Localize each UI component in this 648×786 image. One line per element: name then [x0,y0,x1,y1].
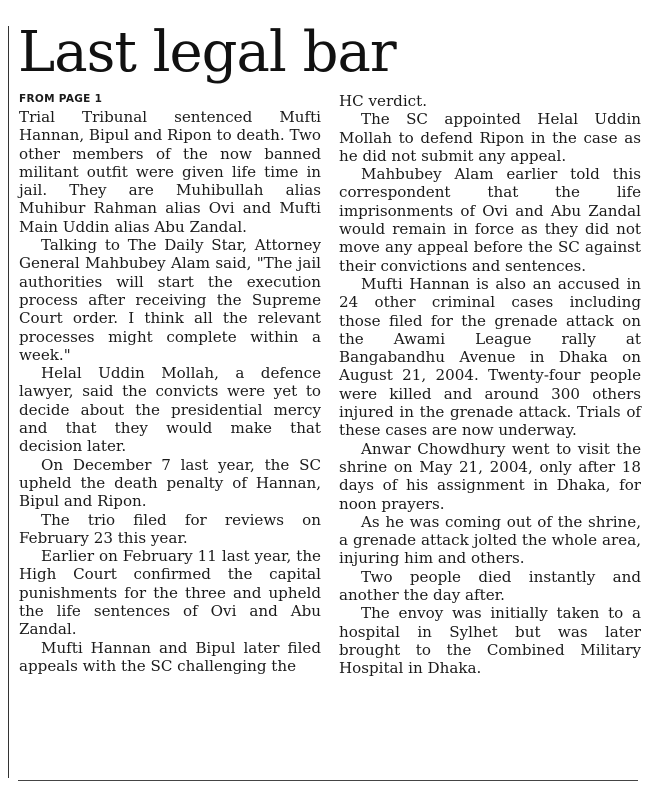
paragraph: On December 7 last year, the SC upheld the death penalty of Hannan, Bipul and Ripon. [19,455,321,511]
paragraph: Anwar Chowdhury went to visit the shrine on May 21, 2004, only after 18 days of his assignment in Dhaka, for noon prayers. [339,439,641,513]
paragraph: Talking to The Daily Star, Attorney General Mahbubey Alam said, "The jail authorities will start the execution process after receiving the Supreme Court order. I think all the relevant processes might complete within a week." [19,236,321,364]
paragraph: As he was coming out of the shrine, a grenade attack jolted the whole area, injuring him and others. [339,512,641,568]
paragraph: HC verdict. [339,92,427,110]
paragraph: The trio filed for reviews on February 23 this year. [19,510,321,547]
paragraph: Mufti Hannan is also an accused in 24 other criminal cases including those filed for the grenade attack on the Awami League rally at Bangabandhu Avenue in Dhaka on August 21, 2004. Twenty-four people were killed and around 300 others injured in the grenade attack. Trials of these cases are now underway. [339,274,641,440]
bottom-rule [18,780,638,781]
paragraph: Two people died instantly and another the day after. [339,567,641,605]
paragraph: Mahbubey Alam earlier told this correspondent that the life imprisonments of Ovi and Abu Zandal would remain in force as they did not move any appeal before the SC against their convictions and sentences. [339,165,641,275]
article-column-right [339,92,641,678]
paragraph: Trial Tribunal sentenced Mufti Hannan, Bipul and Ripon to death. Two other members of the now banned militant outfit were given life time in jail. They are Muhibullah alias Muhibur Rahman alias Ovi and Mufti Main Uddin alias Abu Zandal. [19,108,321,236]
paragraph: Mufti Hannan and Bipul later filed appeals with the SC challenging the [19,638,321,675]
paragraph: The envoy was initially taken to a hospital in Sylhet but was later brought to the Combined Military Hospital in Dhaka. [339,604,641,678]
kicker-from-page: FROM PAGE 1 [19,93,103,105]
paragraph: The SC appointed Helal Uddin Mollah to defend Ripon in the case as he did not submit any appeal. [339,110,641,165]
column-rule-left [8,26,9,778]
article-column-left [19,92,321,675]
paragraph: Earlier on February 11 last year, the High Court confirmed the capital punishments for the three and upheld the life sentences of Ovi and Abu Zandal. [19,547,321,639]
headline: Last legal bar [18,20,396,85]
paragraph: Helal Uddin Mollah, a defence lawyer, said the convicts were yet to decide about the presidential mercy and that they would make that decision later. [19,364,321,456]
